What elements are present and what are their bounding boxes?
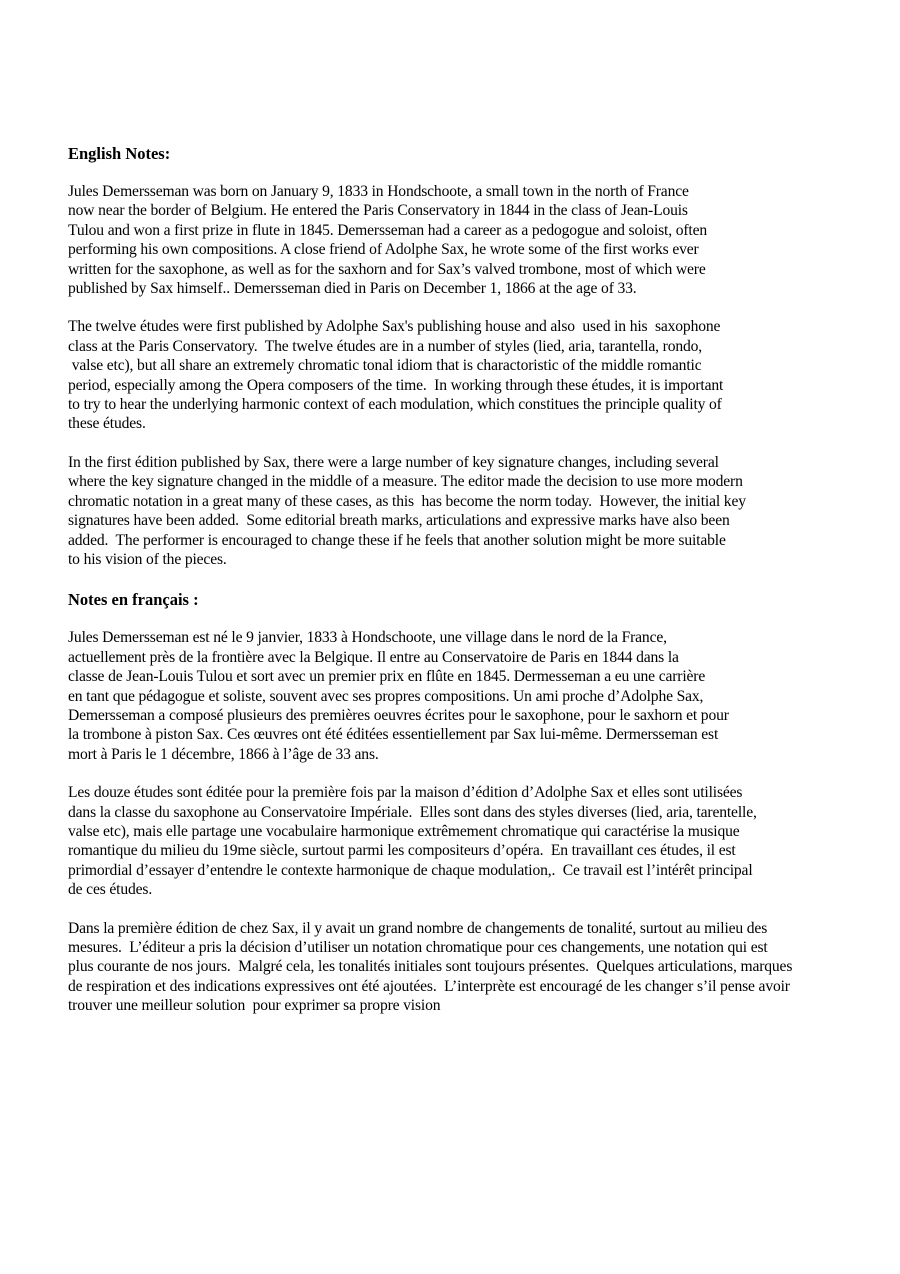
text-line: to try to hear the underlying harmonic context of each modulation, which constitues the principle quality of bbox=[68, 396, 722, 414]
document-page bbox=[68, 143, 888, 1035]
french-paragraph bbox=[68, 628, 888, 764]
text-line: valse etc), mais elle partage une vocabulaire harmonique extrêmement chromatique qui caractérise la musique bbox=[68, 822, 740, 840]
text-line: In the first édition published by Sax, there were a large number of key signature changes, including several bbox=[68, 453, 719, 471]
english-notes-heading: English Notes: bbox=[68, 144, 171, 163]
text-line: classe de Jean-Louis Tulou et sort avec un premier prix en flûte en 1845. Dermesseman a eu une carrière bbox=[68, 668, 706, 686]
text-line: to his vision of the pieces. bbox=[68, 550, 227, 568]
text-line: Tulou and won a first prize in flute in 1845. Demersseman had a career as a pedogogue and soloist, often bbox=[68, 221, 708, 239]
text-line: trouver une meilleur solution pour exprimer sa propre vision bbox=[68, 997, 441, 1015]
text-line: primordial d’essayer d’entendre le contexte harmonique de chaque modulation,. Ce travail est l’intérêt principal bbox=[68, 861, 753, 879]
text-line: mort à Paris le 1 décembre, 1866 à l’âge de 33 ans. bbox=[68, 745, 379, 763]
text-line: class at the Paris Conservatory. The twelve études are in a number of styles (lied, aria, tarantella, rondo, bbox=[68, 337, 703, 355]
text-line: Dans la première édition de chez Sax, il y avait un grand nombre de changements de tonalité, surtout au milieu des bbox=[68, 919, 768, 937]
text-line: romantique du milieu du 19me siècle, surtout parmi les compositeurs d’opéra. En travaillant ces études, il est bbox=[68, 842, 736, 860]
text-line: The twelve études were first published by Adolphe Sax's publishing house and also used in his saxophone bbox=[68, 318, 721, 336]
text-line: mesures. L’éditeur a pris la décision d’utiliser un notation chromatique pour ces changements, une notation qui est bbox=[68, 939, 768, 956]
text-line: written for the saxophone, as well as for the saxhorn and for Sax’s valved trombone, most of which were bbox=[68, 260, 706, 278]
text-line: signatures have been added. Some editorial breath marks, articulations and expressive marks have also been bbox=[68, 512, 730, 530]
english-paragraph bbox=[68, 317, 888, 433]
text-line: plus courante de nos jours. Malgré cela, les tonalités initiales sont toujours présentes. Quelques articulations, marques bbox=[68, 958, 793, 976]
text-line: valse etc), but all share an extremely chromatic tonal idiom that is charactoristic of the middle romantic bbox=[68, 357, 702, 375]
text-line: la trombone à piston Sax. Ces œuvres ont été éditées essentiellement par Sax lui-même. Dermersseman est bbox=[68, 726, 719, 744]
text-line: Les douze études sont éditée pour la première fois par la maison d’édition d’Adolphe Sax et elles sont utilisées bbox=[68, 784, 743, 802]
english-paragraph bbox=[68, 453, 888, 569]
text-line: dans la classe du saxophone au Conservatoire Impériale. Elles sont dans des styles diverses (lied, aria, tarentelle, bbox=[68, 803, 757, 821]
text-line: period, especially among the Opera composers of the time. In working through these études, it is important bbox=[68, 376, 724, 394]
text-line: now near the border of Belgium. He entered the Paris Conservatory in 1844 in the class of Jean-Louis bbox=[68, 202, 688, 220]
french-notes-body bbox=[68, 628, 888, 1015]
text-line: en tant que pédagogue et soliste, souvent avec ses propres compositions. Un ami proche d’Adolphe Sax, bbox=[68, 687, 704, 705]
english-paragraph bbox=[68, 182, 888, 298]
text-line: performing his own compositions. A close friend of Adolphe Sax, he wrote some of the first works ever bbox=[68, 241, 699, 259]
text-line: Jules Demersseman est né le 9 janvier, 1833 à Hondschoote, une village dans le nord de la France, bbox=[68, 629, 667, 647]
text-line: chromatic notation in a great many of these cases, as this has become the norm today. However, the initial key bbox=[68, 492, 746, 510]
text-line: these études. bbox=[68, 415, 146, 433]
text-line: published by Sax himself.. Demersseman died in Paris on December 1, 1866 at the age of 33. bbox=[68, 280, 637, 298]
french-paragraph bbox=[68, 919, 888, 1016]
text-line: where the key signature changed in the middle of a measure. The editor made the decision to use more modern bbox=[68, 473, 743, 491]
text-line: de ces études. bbox=[68, 881, 153, 899]
text-line: added. The performer is encouraged to change these if he feels that another solution might be more suitable bbox=[68, 531, 726, 549]
text-line: de respiration et des indications expressives ont été ajoutées. L’interprète est encouragé de les changer s’il pense avoir bbox=[68, 977, 790, 995]
text-line: Demersseman a composé plusieurs des premières oeuvres écrites pour le saxophone, pour le saxhorn et pour bbox=[68, 706, 729, 724]
text-line: actuellement près de la frontière avec la Belgique. Il entre au Conservatoire de Paris en 1844 dans la bbox=[68, 648, 679, 666]
french-paragraph bbox=[68, 783, 888, 899]
french-notes-heading: Notes en français : bbox=[68, 590, 199, 610]
english-notes-body bbox=[68, 182, 888, 569]
text-line: Jules Demersseman was born on January 9, 1833 in Hondschoote, a small town in the north of France bbox=[68, 183, 689, 200]
